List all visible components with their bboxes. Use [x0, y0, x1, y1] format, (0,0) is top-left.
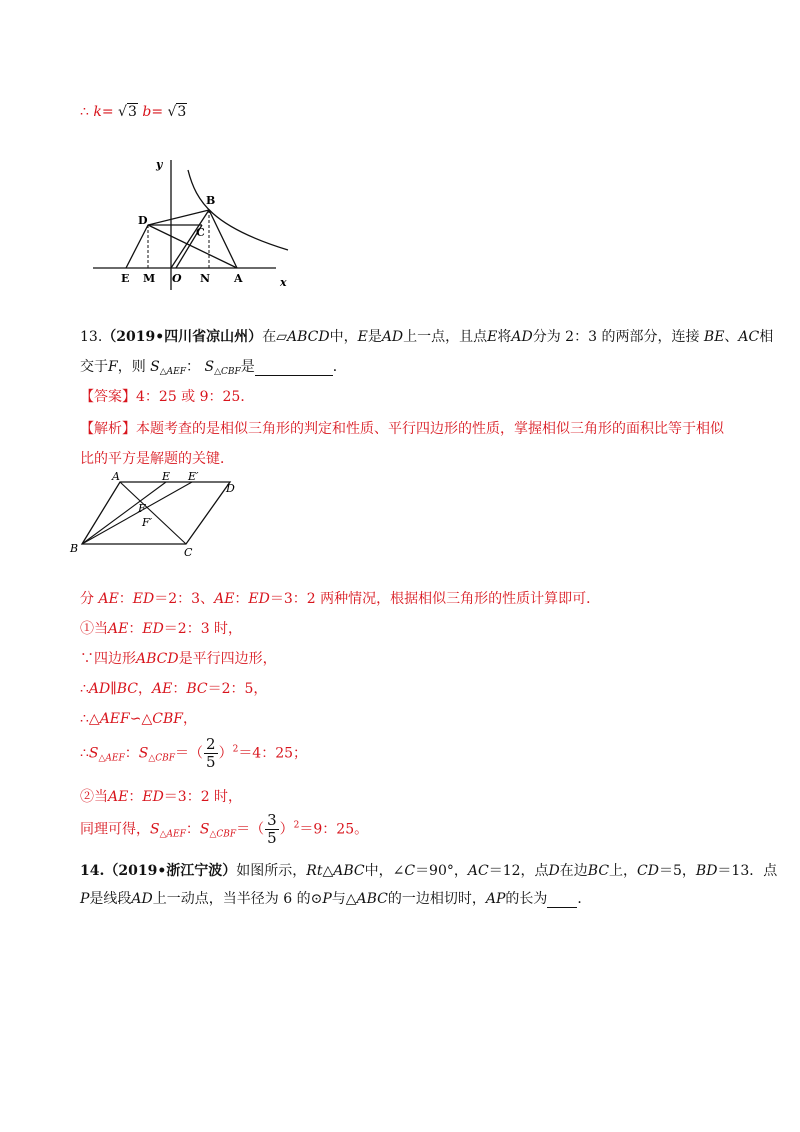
text: ． [577, 891, 592, 907]
var-bc: BC [186, 681, 208, 697]
text: ： [172, 681, 187, 697]
var-d: D [548, 863, 560, 879]
text: △ [322, 863, 334, 879]
question-source: （2019•四川省凉山州） [102, 329, 263, 345]
therefore-symbol: ∴ [80, 104, 89, 120]
var-ae: AE [152, 681, 173, 697]
text: ＝4：25； [238, 745, 308, 762]
solution-line7 [80, 786, 242, 806]
var-abcd: ABCD [286, 329, 330, 345]
text: 交于 [80, 359, 108, 375]
text: 与△ [331, 891, 357, 907]
label-b: B [206, 194, 216, 207]
analysis-line1 [80, 418, 724, 438]
var-abc: ABC [333, 863, 365, 879]
superscript: 2 [293, 820, 300, 831]
text: 中， [329, 329, 358, 345]
text: 在边 [559, 863, 588, 879]
label-b: B [70, 542, 79, 555]
var-ad: AD [131, 891, 153, 907]
text: 如图所示， [236, 863, 307, 879]
answer-line [80, 386, 254, 406]
var-rt: Rt [306, 863, 323, 879]
var-ad: AD [381, 329, 404, 345]
var-bc: BC [116, 681, 138, 697]
text: ＝3：2 两种情况，根据相似三角形的性质计算即可． [269, 591, 601, 607]
text: ＝2：3 时， [163, 621, 243, 637]
text: ＝3：2 时， [163, 789, 243, 805]
denominator: 5 [206, 753, 216, 771]
var-s: S [199, 821, 210, 838]
text: 上一动点，当半径为 6 的⊙ [152, 891, 323, 907]
text: ： [124, 745, 139, 762]
solution-line5 [80, 708, 197, 728]
var-s: S [204, 359, 215, 375]
text: 中，∠ [364, 863, 405, 879]
text: ，则 [117, 359, 146, 375]
var-ed: ED [142, 789, 164, 805]
text: ） [218, 745, 233, 762]
var-s: S [138, 745, 149, 762]
analysis-line2 [80, 448, 234, 468]
answer-blank[interactable] [255, 359, 333, 376]
label-e: E [121, 272, 130, 285]
var-bd: BD [695, 863, 718, 879]
text: ： [186, 359, 201, 375]
parallelogram-symbol: ▱ [276, 329, 287, 345]
numerator: 2 [206, 735, 216, 753]
text: ） [279, 821, 294, 838]
denominator: 5 [267, 829, 277, 847]
fraction [265, 812, 279, 847]
text: ： [185, 821, 200, 838]
b-variable: b [142, 104, 152, 120]
var-aef: AEF [99, 711, 130, 727]
q13-line2 [80, 356, 347, 377]
text: ＝13．点 [717, 863, 778, 879]
label-y: y [156, 158, 163, 171]
text: 上一点，且点 [403, 329, 488, 345]
var-c: C [404, 863, 416, 879]
text: 相 [759, 329, 774, 345]
text: 的一边相切时， [387, 891, 486, 907]
var-s: S [150, 821, 160, 838]
subscript: △AEF [98, 753, 125, 764]
q14-line2 [80, 888, 591, 908]
text: 是 [367, 329, 382, 345]
subscript: △CBF [209, 829, 237, 840]
answer-blank[interactable] [547, 891, 577, 908]
label-o: O [172, 272, 182, 285]
subscript: △AEF [159, 367, 187, 377]
var-be: BE [703, 329, 725, 345]
var-bc: BC [587, 863, 610, 879]
var-p: P [322, 891, 332, 907]
text: 分为 2：3 的两部分，连接 [532, 329, 700, 345]
solution-line4 [80, 678, 267, 698]
var-ae: AE [214, 591, 235, 607]
text: 在 [262, 329, 277, 345]
label-d: D [138, 214, 148, 227]
similar-symbol: ∽△ [129, 711, 153, 727]
text: ＝5， [658, 863, 696, 879]
solution-line2 [80, 618, 242, 638]
text: 是 [240, 359, 255, 375]
var-abc: ABC [356, 891, 388, 907]
analysis-tag: 【解析】 [80, 421, 136, 437]
solution-line3 [80, 648, 277, 668]
text: 的长为 [505, 891, 548, 907]
label-c: C [196, 226, 205, 239]
var-e: E [357, 329, 368, 345]
subscript: △CBF [148, 753, 176, 764]
var-ac: AC [738, 329, 760, 345]
var-ad: AD [511, 329, 533, 345]
text: 同理可得， [80, 821, 150, 838]
text: ： [118, 591, 133, 607]
top-formula [80, 104, 187, 120]
question-number: 13. [80, 329, 103, 345]
k-variable: k [93, 104, 102, 120]
text: ． [332, 359, 347, 375]
analysis-text: 比的平方是解题的关键． [80, 451, 234, 467]
answer-tag: 【答案】 [80, 389, 136, 405]
label-a: A [234, 272, 243, 285]
text: 将 [497, 329, 512, 345]
sqrt-three: √3 [118, 104, 137, 120]
label-e: E [162, 470, 171, 483]
var-cd: CD [637, 863, 659, 879]
analysis-text: 本题考查的是相似三角形的判定和性质、平行四边形的性质，掌握相似三角形的面积比等于相似 [136, 421, 724, 437]
text: ， [182, 711, 197, 727]
text: ①当 [80, 621, 108, 637]
text: ∵四边形 [80, 651, 136, 667]
var-cbf: CBF [152, 711, 183, 727]
numerator: 3 [267, 811, 277, 829]
label-a: A [112, 470, 120, 483]
text: ： [234, 591, 249, 607]
solution-line1 [80, 588, 600, 608]
var-s: S [88, 745, 99, 762]
text: ∴ [80, 681, 89, 697]
question-source: （2019•浙江宁波） [104, 863, 237, 879]
var-ae: AE [108, 621, 129, 637]
q14-line1 [80, 860, 777, 880]
text: 是线段 [89, 891, 132, 907]
text: ∴ [80, 745, 89, 762]
text: ， [138, 681, 152, 697]
coordinate-figure [88, 152, 298, 292]
var-p: P [80, 891, 90, 907]
text: ＝9：25。 [299, 821, 369, 838]
question-number: 14. [80, 863, 105, 879]
text: ＝2：5， [207, 681, 268, 697]
solution-line6 [80, 736, 307, 771]
parallel-symbol: ∥ [110, 681, 117, 697]
text: ＝12，点 [488, 863, 549, 879]
sqrt-three-2: √3 [167, 104, 187, 120]
var-s: S [150, 359, 160, 375]
text: 上， [609, 863, 638, 879]
var-ad: AD [88, 681, 111, 697]
subscript: △CBF [214, 367, 241, 377]
solution-line8 [80, 812, 368, 847]
label-f-prime: F′ [142, 516, 153, 529]
label-c: C [184, 546, 193, 559]
var-e: E [487, 329, 498, 345]
equals-sign-2: = [151, 104, 164, 120]
parallelogram-figure [68, 466, 248, 562]
label-d: D [226, 482, 235, 495]
label-n: N [200, 272, 211, 285]
text: ＝（ [175, 745, 204, 762]
text: 是平行四边形， [178, 651, 277, 667]
answer-text: 4：25 或 9：25． [136, 389, 255, 405]
var-ed: ED [142, 621, 164, 637]
subscript: △AEF [159, 829, 186, 840]
text: ＝2：3、 [154, 591, 215, 607]
var-ae: AE [108, 789, 129, 805]
label-x: x [280, 276, 287, 289]
text: ②当 [80, 789, 108, 805]
label-f: F [138, 502, 146, 515]
var-f: F [108, 359, 118, 375]
text: ： [128, 621, 143, 637]
var-ae: AE [98, 591, 119, 607]
var-ac: AC [467, 863, 489, 879]
text: 分 [80, 591, 94, 607]
fraction [204, 736, 218, 771]
superscript: 2 [232, 744, 239, 755]
text: ∴△ [80, 711, 100, 727]
text: ＝（ [236, 821, 265, 838]
label-m: M [143, 272, 156, 285]
text: ＝90°， [415, 863, 468, 879]
var-abcd: ABCD [136, 651, 179, 667]
label-e-prime: E′ [188, 470, 199, 483]
var-ed: ED [132, 591, 155, 607]
text: 、 [724, 329, 739, 345]
var-ap: AP [485, 891, 506, 907]
text: ： [128, 789, 143, 805]
var-ed: ED [248, 591, 270, 607]
q13-line1 [80, 326, 773, 346]
equals-sign: = [101, 104, 114, 120]
